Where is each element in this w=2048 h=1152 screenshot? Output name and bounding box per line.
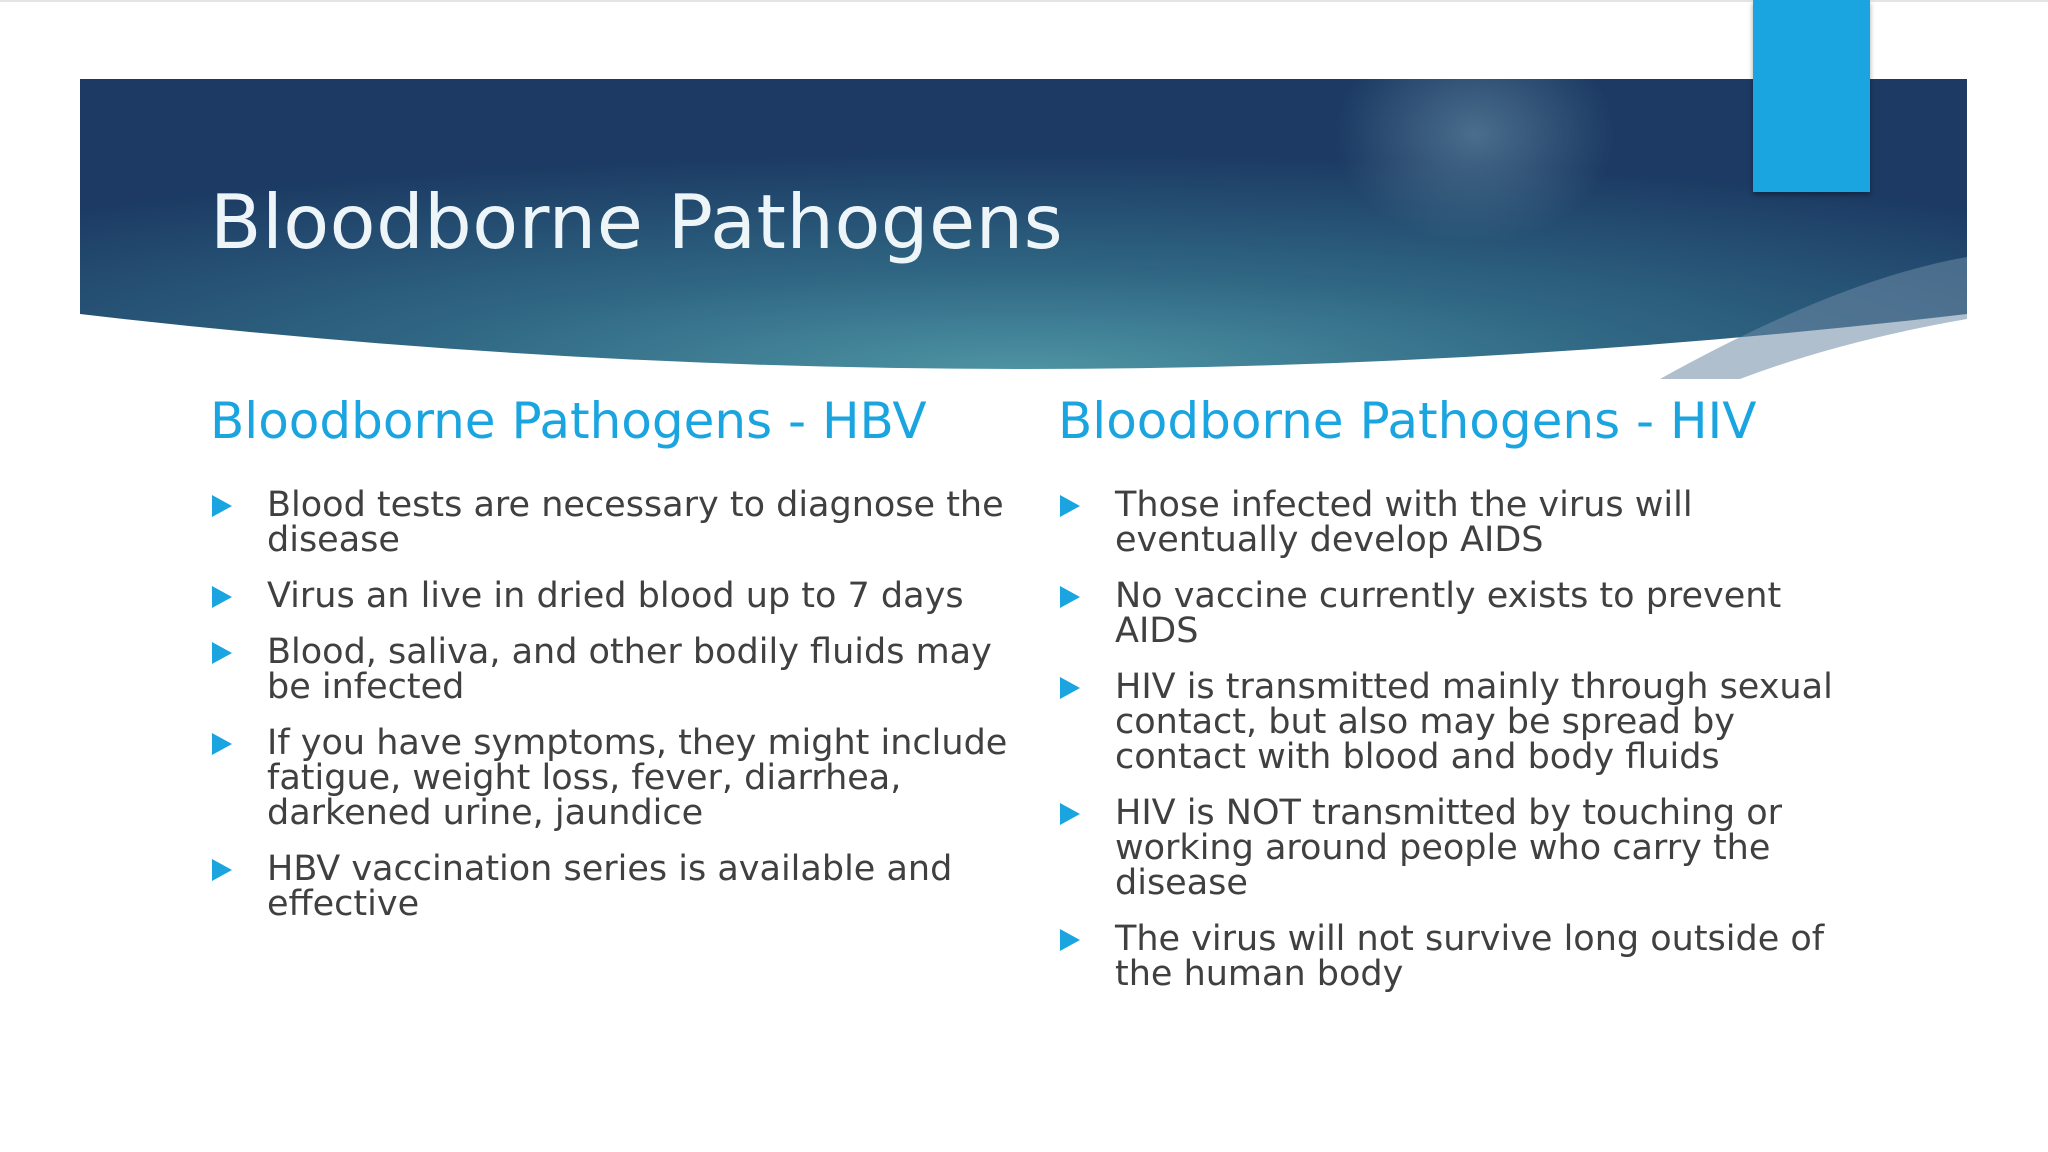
hbv-bullet-list	[210, 485, 1010, 924]
left-column	[210, 388, 1010, 943]
bullet-item	[210, 576, 1010, 616]
bullet-item	[210, 632, 1010, 707]
bullet-text: The virus will not survive long outside of the human body	[1115, 919, 1825, 994]
bullet-item	[210, 849, 1010, 924]
bullet-item	[1058, 485, 1868, 560]
top-divider	[0, 0, 2048, 2]
bullet-text: Those infected with the virus will eventually develop AIDS	[1115, 485, 1693, 560]
hbv-heading: Bloodborne Pathogens - HBV	[210, 392, 927, 450]
bullet-item	[210, 723, 1010, 833]
triangle-bullet-icon	[1060, 803, 1080, 825]
bullet-item	[210, 485, 1010, 560]
bullet-item	[1058, 576, 1868, 651]
bullet-item	[1058, 793, 1868, 903]
bullet-text: HIV is transmitted mainly through sexual contact, but also may be spread by contact with blood and body fluids	[1115, 667, 1833, 777]
bullet-item	[1058, 667, 1868, 777]
slide-title: Bloodborne Pathogens	[210, 178, 1064, 266]
triangle-bullet-icon	[212, 733, 232, 755]
triangle-bullet-icon	[1060, 495, 1080, 517]
triangle-bullet-icon	[212, 495, 232, 517]
bullet-text: HBV vaccination series is available and effective	[267, 849, 953, 924]
hiv-bullet-list	[1058, 485, 1868, 994]
bullet-item	[1058, 919, 1868, 994]
bullet-text: Blood, saliva, and other bodily fluids may be infected	[267, 632, 992, 707]
right-column	[1058, 388, 1868, 1013]
triangle-bullet-icon	[1060, 586, 1080, 608]
triangle-bullet-icon	[1060, 677, 1080, 699]
bullet-text: If you have symptoms, they might include fatigue, weight loss, fever, diarrhea, darkened urine, jaundice	[267, 723, 1008, 833]
bullet-text: Virus an live in dried blood up to 7 days	[267, 576, 964, 616]
accent-tab	[1753, 0, 1870, 192]
bullet-text: Blood tests are necessary to diagnose the disease	[267, 485, 1004, 560]
triangle-bullet-icon	[212, 859, 232, 881]
bullet-text: No vaccine currently exists to prevent AIDS	[1115, 576, 1782, 651]
triangle-bullet-icon	[212, 642, 232, 664]
triangle-bullet-icon	[1060, 929, 1080, 951]
bullet-text: HIV is NOT transmitted by touching or working around people who carry the disease	[1115, 793, 1782, 903]
hiv-heading: Bloodborne Pathogens - HIV	[1058, 392, 1757, 450]
triangle-bullet-icon	[212, 586, 232, 608]
